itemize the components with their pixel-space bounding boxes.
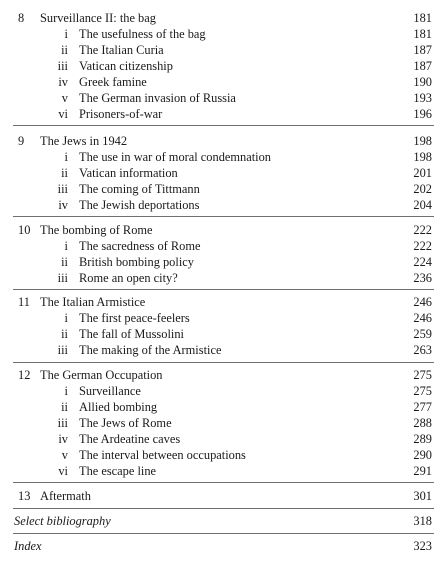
section-title: The first peace-feelers xyxy=(79,311,190,325)
section-entry xyxy=(0,26,448,42)
section-title: The usefulness of the bag xyxy=(79,27,206,41)
section-title: Allied bombing xyxy=(79,400,158,414)
chapter-heading xyxy=(0,488,448,504)
section-title: The fall of Mussolini xyxy=(79,327,184,341)
section-entry xyxy=(0,463,448,479)
chapter-number: 9 xyxy=(18,134,25,148)
section-numeral: ii xyxy=(61,255,68,269)
page-number: 181 xyxy=(413,11,432,25)
page-number: 196 xyxy=(413,107,432,121)
section-entry xyxy=(0,181,448,197)
section-title: Rome an open city? xyxy=(79,271,178,285)
page-number: 275 xyxy=(413,368,432,382)
chapter-heading xyxy=(0,133,448,149)
page-number: 290 xyxy=(413,448,432,462)
section-numeral: i xyxy=(64,384,68,398)
section-title: The making of the Armistice xyxy=(79,343,222,357)
section-title: The use in war of moral condemnation xyxy=(79,150,271,164)
chapter-number: 13 xyxy=(18,489,31,503)
chapter-heading xyxy=(0,10,448,26)
section-numeral: iii xyxy=(57,59,68,73)
section-title: Surveillance xyxy=(79,384,141,398)
section-title: Vatican information xyxy=(79,166,178,180)
section-entry xyxy=(0,270,448,286)
section-numeral: i xyxy=(64,239,68,253)
page-number: 187 xyxy=(413,59,432,73)
page-number: 246 xyxy=(413,295,432,309)
section-title: The escape line xyxy=(79,464,157,478)
section-numeral: vi xyxy=(58,464,68,478)
page-number: 190 xyxy=(413,75,432,89)
section-entry xyxy=(0,447,448,463)
section-entry xyxy=(0,399,448,415)
section-numeral: v xyxy=(61,448,68,462)
divider-line xyxy=(13,216,434,217)
section-title: Vatican citizenship xyxy=(79,59,173,73)
divider-line xyxy=(13,533,434,534)
section-numeral: i xyxy=(64,27,68,41)
section-title: Prisoners-of-war xyxy=(79,107,163,121)
section-entry xyxy=(0,197,448,213)
page-number: 291 xyxy=(413,464,432,478)
back-matter-title: Index xyxy=(14,539,42,553)
back-matter-entry xyxy=(0,513,448,529)
section-numeral: ii xyxy=(61,166,68,180)
section-entry xyxy=(0,383,448,399)
page-number: 289 xyxy=(413,432,432,446)
page-number: 236 xyxy=(413,271,432,285)
chapter-title: Aftermath xyxy=(40,489,91,503)
section-title: The Italian Curia xyxy=(79,43,164,57)
section-title: The sacredness of Rome xyxy=(79,239,201,253)
page-number: 202 xyxy=(413,182,432,196)
section-numeral: v xyxy=(61,91,68,105)
section-entry xyxy=(0,310,448,326)
section-numeral: i xyxy=(64,150,68,164)
section-entry xyxy=(0,74,448,90)
section-entry xyxy=(0,106,448,122)
page-number: 263 xyxy=(413,343,432,357)
section-numeral: iv xyxy=(58,198,68,212)
divider-line xyxy=(13,289,434,290)
page-number: 181 xyxy=(413,27,432,41)
page-number: 204 xyxy=(413,198,432,212)
back-matter-entry xyxy=(0,538,448,554)
section-entry xyxy=(0,42,448,58)
section-numeral: vi xyxy=(58,107,68,121)
chapter-title: The Italian Armistice xyxy=(40,295,146,309)
section-numeral: iii xyxy=(57,416,68,430)
section-numeral: iii xyxy=(57,182,68,196)
page-number: 323 xyxy=(413,539,432,553)
chapter-heading xyxy=(0,294,448,310)
chapter-number: 8 xyxy=(18,11,25,25)
page-number: 193 xyxy=(413,91,432,105)
divider-line xyxy=(13,508,434,509)
section-title: The interval between occupations xyxy=(79,448,246,462)
section-entry xyxy=(0,415,448,431)
section-numeral: iv xyxy=(58,432,68,446)
page-number: 301 xyxy=(413,489,432,503)
section-title: Greek famine xyxy=(79,75,147,89)
section-title: The German invasion of Russia xyxy=(79,91,236,105)
section-numeral: iii xyxy=(57,271,68,285)
section-title: British bombing policy xyxy=(79,255,194,269)
section-entry xyxy=(0,165,448,181)
page-number: 222 xyxy=(413,223,432,237)
section-numeral: iv xyxy=(58,75,68,89)
chapter-number: 11 xyxy=(18,295,30,309)
section-entry xyxy=(0,431,448,447)
chapter-heading xyxy=(0,367,448,383)
section-title: The Jews of Rome xyxy=(79,416,172,430)
section-title: The Jewish deportations xyxy=(79,198,200,212)
page-number: 201 xyxy=(413,166,432,180)
section-entry xyxy=(0,254,448,270)
section-entry xyxy=(0,342,448,358)
chapter-number: 10 xyxy=(18,223,31,237)
page-number: 187 xyxy=(413,43,432,57)
chapter-title: The bombing of Rome xyxy=(40,223,153,237)
divider-line xyxy=(13,362,434,363)
chapter-heading xyxy=(0,222,448,238)
page-number: 275 xyxy=(413,384,432,398)
section-entry xyxy=(0,58,448,74)
page-number: 246 xyxy=(413,311,432,325)
section-numeral: ii xyxy=(61,43,68,57)
section-entry xyxy=(0,149,448,165)
section-entry xyxy=(0,238,448,254)
chapter-title: The Jews in 1942 xyxy=(40,134,128,148)
page-number: 318 xyxy=(413,514,432,528)
page-number: 224 xyxy=(413,255,432,269)
section-title: The Ardeatine caves xyxy=(79,432,181,446)
section-entry xyxy=(0,90,448,106)
page-number: 198 xyxy=(413,134,432,148)
page-number: 277 xyxy=(413,400,432,414)
section-entry xyxy=(0,326,448,342)
chapter-number: 12 xyxy=(18,368,31,382)
page-number: 222 xyxy=(413,239,432,253)
page-number: 198 xyxy=(413,150,432,164)
page-number: 259 xyxy=(413,327,432,341)
section-numeral: i xyxy=(64,311,68,325)
section-numeral: ii xyxy=(61,400,68,414)
back-matter-title: Select bibliography xyxy=(14,514,111,528)
divider-line xyxy=(13,482,434,483)
divider-line xyxy=(13,125,434,126)
section-title: The coming of Tittmann xyxy=(79,182,200,196)
chapter-title: The German Occupation xyxy=(40,368,163,382)
section-numeral: iii xyxy=(57,343,68,357)
page-number: 288 xyxy=(413,416,432,430)
section-numeral: ii xyxy=(61,327,68,341)
chapter-title: Surveillance II: the bag xyxy=(40,11,156,25)
